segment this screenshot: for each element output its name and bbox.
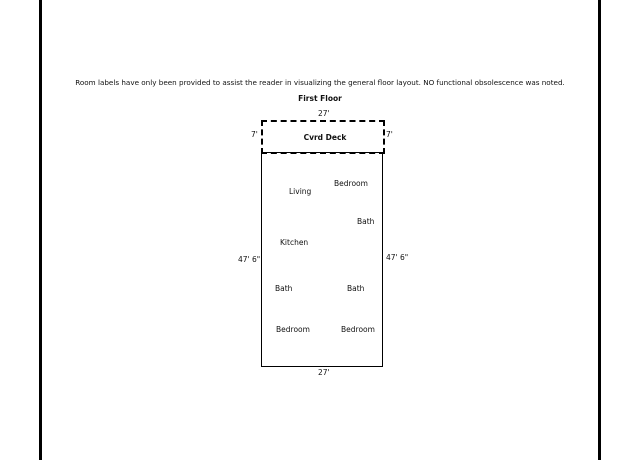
covered-deck-outline	[261, 120, 385, 154]
deck-width-dimension: 27'	[318, 109, 330, 118]
house-right-dimension: 47' 6"	[386, 253, 409, 262]
room-label-living: Living	[289, 187, 312, 196]
room-label-bedroom-top: Bedroom	[334, 179, 368, 188]
deck-label: Cvrd Deck	[303, 133, 347, 142]
house-left-dimension: 47' 6"	[238, 255, 261, 264]
page-border-right	[598, 0, 601, 460]
room-label-bedroom-left: Bedroom	[276, 325, 310, 334]
house-bottom-dimension: 27'	[318, 368, 330, 377]
room-label-bedroom-right: Bedroom	[341, 325, 375, 334]
deck-left-dimension: 7'	[251, 130, 258, 139]
room-label-bath-right: Bath	[357, 217, 375, 226]
room-label-bath-left: Bath	[275, 284, 293, 293]
floor-title: First Floor	[298, 94, 342, 103]
room-label-bath-center: Bath	[347, 284, 365, 293]
page-border-left	[39, 0, 42, 460]
deck-right-dimension: 7'	[386, 130, 393, 139]
disclaimer-note: Room labels have only been provided to assist the reader in visualizing the general floor layout. NO functional obsolescence was noted.	[75, 78, 565, 87]
room-label-kitchen: Kitchen	[280, 238, 309, 247]
